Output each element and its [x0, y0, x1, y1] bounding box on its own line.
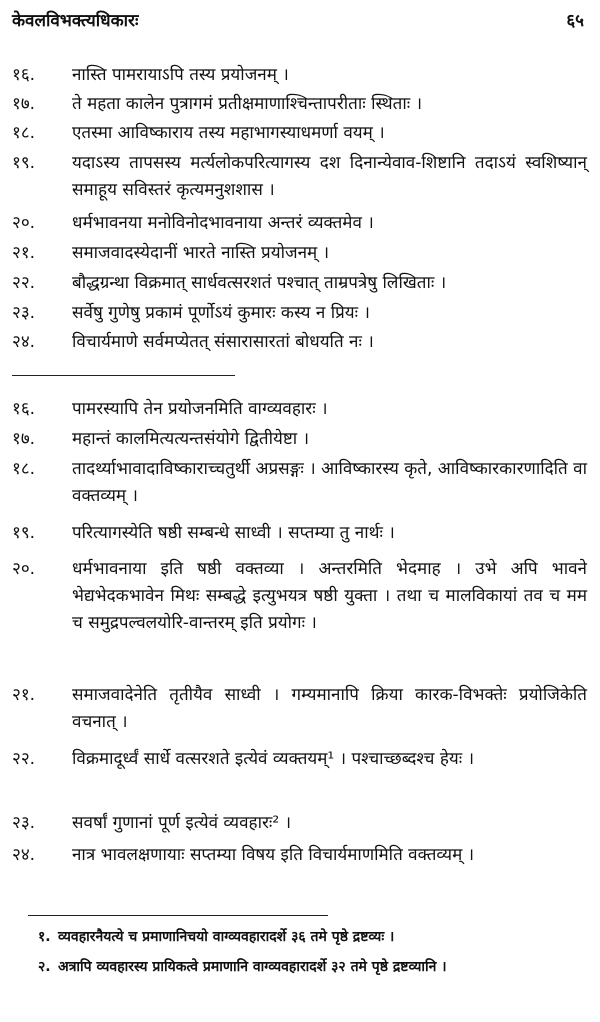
section-divider: [12, 375, 235, 376]
sentence-text: बौद्धग्रन्था विक्रमात् सार्धवत्सरशतं पश्चात् ताम्रपत्रेषु लिखिताः ।: [72, 273, 447, 293]
note-number: २३.: [12, 813, 36, 833]
page-header: [12, 8, 584, 34]
sentence-item: [12, 62, 587, 89]
sentence-number: १७.: [12, 94, 36, 114]
note-number: १८.: [12, 459, 36, 479]
running-head-title: केवलविभक्त्यधिकारः: [12, 11, 139, 31]
note-number: २१.: [12, 685, 36, 705]
footnote: [38, 926, 578, 949]
sentence-number: २१.: [12, 243, 36, 263]
page-number: ६५: [566, 11, 584, 31]
note-item: [12, 746, 587, 773]
sentence-text: ते महता कालेन पुत्रागमं प्रतीक्षमाणाश्चिन्तापरीताः स्थिताः ।: [72, 94, 423, 114]
sentence-item: [12, 210, 587, 237]
note-number: २४.: [12, 845, 36, 865]
sentence-number: २३.: [12, 303, 36, 323]
note-text: महान्तं कालमित्यत्यन्तसंयोगे द्वितीयेष्टा ।: [72, 429, 310, 449]
sentence-text: यदाऽस्य तापसस्य मर्त्यलोकपरित्यागस्य दश दिनान्येवाव-शिष्टानि तदाऽयं स्वशिष्यान् समाहूय सविस्तरं कृत्यमनुशशास ।: [72, 153, 587, 200]
note-text: नात्र भावलक्षणायाः सप्तम्या विषय इति विचार्यमाणमिति वक्तव्यम् ।: [72, 845, 475, 865]
note-item: [12, 842, 587, 869]
note-number: २०.: [12, 559, 36, 579]
sentence-number: १८.: [12, 123, 36, 143]
note-item: [12, 810, 587, 837]
note-item: [12, 456, 587, 510]
sentence-item: [12, 120, 587, 147]
note-text: पामरस्यापि तेन प्रयोजनमिति वाग्व्यवहारः ।: [72, 399, 328, 419]
sentence-text: विचार्यमाणे सर्वमप्येतत् संसारासारतां बोधयति नः ।: [72, 332, 374, 352]
note-text: तादर्थ्याभावादाविष्काराच्चतुर्थी अप्रसङ्गः । आविष्कारस्य कृते, आविष्कारकारणादिति वा वक्तव्यम् ।: [72, 459, 587, 506]
sentence-item: [12, 91, 587, 118]
note-item: [12, 556, 587, 637]
note-text: समाजवादेनेति तृतीयैव साध्वी । गम्यमानापि क्रिया कारक-विभक्तेः प्रयोजिकेति वचनात् ।: [72, 685, 587, 732]
sentence-number: २४.: [12, 332, 36, 352]
footnote-text: अत्रापि व्यवहारस्य प्रायिकत्वे प्रमाणानि वाग्व्यवहारादर्शे ३२ तमे पृष्ठे द्रष्टव्यानि ।: [58, 959, 447, 975]
note-number: १६.: [12, 399, 36, 419]
sentence-text: धर्मभावनया मनोविनोदभावनाया अन्तरं व्यक्तमेव ।: [72, 213, 374, 233]
note-item: [12, 426, 587, 453]
sentence-item: [12, 150, 587, 204]
sentence-text: समाजवादस्येदानीं भारते नास्ति प्रयोजनम् ।: [72, 243, 330, 263]
sentence-item: [12, 240, 587, 267]
note-item: [12, 682, 587, 736]
sentence-number: १९.: [12, 153, 36, 173]
sentence-number: २०.: [12, 213, 36, 233]
note-number: २२.: [12, 749, 36, 769]
sentence-number: २२.: [12, 273, 36, 293]
sentence-item: [12, 329, 587, 356]
note-number: १७.: [12, 429, 36, 449]
sentence-text: सर्वेषु गुणेषु प्रकामं पूर्णोऽयं कुमारः कस्य न प्रियः ।: [72, 303, 370, 323]
footnote-number: २.: [38, 959, 51, 975]
sentence-text: एतस्मा आविष्काराय तस्य महाभागस्याधमर्णा वयम् ।: [72, 123, 385, 143]
note-item: [12, 396, 587, 423]
note-text: धर्मभावनाया इति षष्ठी वक्तव्या । अन्तरमिति भेदमाह । उभे अपि भावने भेद्यभेदकभावेन मिथः सम्बद्धे इत्युभयत्र षष्ठी युक्ता । तथा च मालविकायां तव च मम च समुद्रपल्वलयोरि-वान्तरम् इति प्रयोगः ।: [72, 559, 587, 633]
sentence-number: १६.: [12, 65, 36, 85]
sentence-item: [12, 270, 587, 297]
sentence-text: नास्ति पामरायाऽपि तस्य प्रयोजनम् ।: [72, 65, 289, 85]
sentence-item: [12, 300, 587, 327]
note-text: विक्रमादूर्ध्वं सार्धे वत्सरशते इत्येवं व्यक्तयम्¹ । पश्चाच्छब्दश्च हेयः ।: [72, 749, 475, 769]
footnote-text: व्यवहारनैयत्ये च प्रमाणानिचयो वाग्व्यवहारादर्शे ३६ तमे पृष्ठे द्रष्टव्यः ।: [58, 929, 395, 945]
note-number: १९.: [12, 523, 36, 543]
footnote-divider: [28, 915, 328, 916]
footnote: [38, 956, 578, 979]
note-text: परित्यागस्येति षष्ठी सम्बन्धे साध्वी । सप्तम्या तु नार्थः ।: [72, 523, 395, 543]
note-item: [12, 520, 587, 547]
footnote-number: १.: [38, 929, 51, 945]
note-text: सवर्षां गुणानां पूर्ण इत्येवं व्यवहारः² ।: [72, 813, 292, 833]
